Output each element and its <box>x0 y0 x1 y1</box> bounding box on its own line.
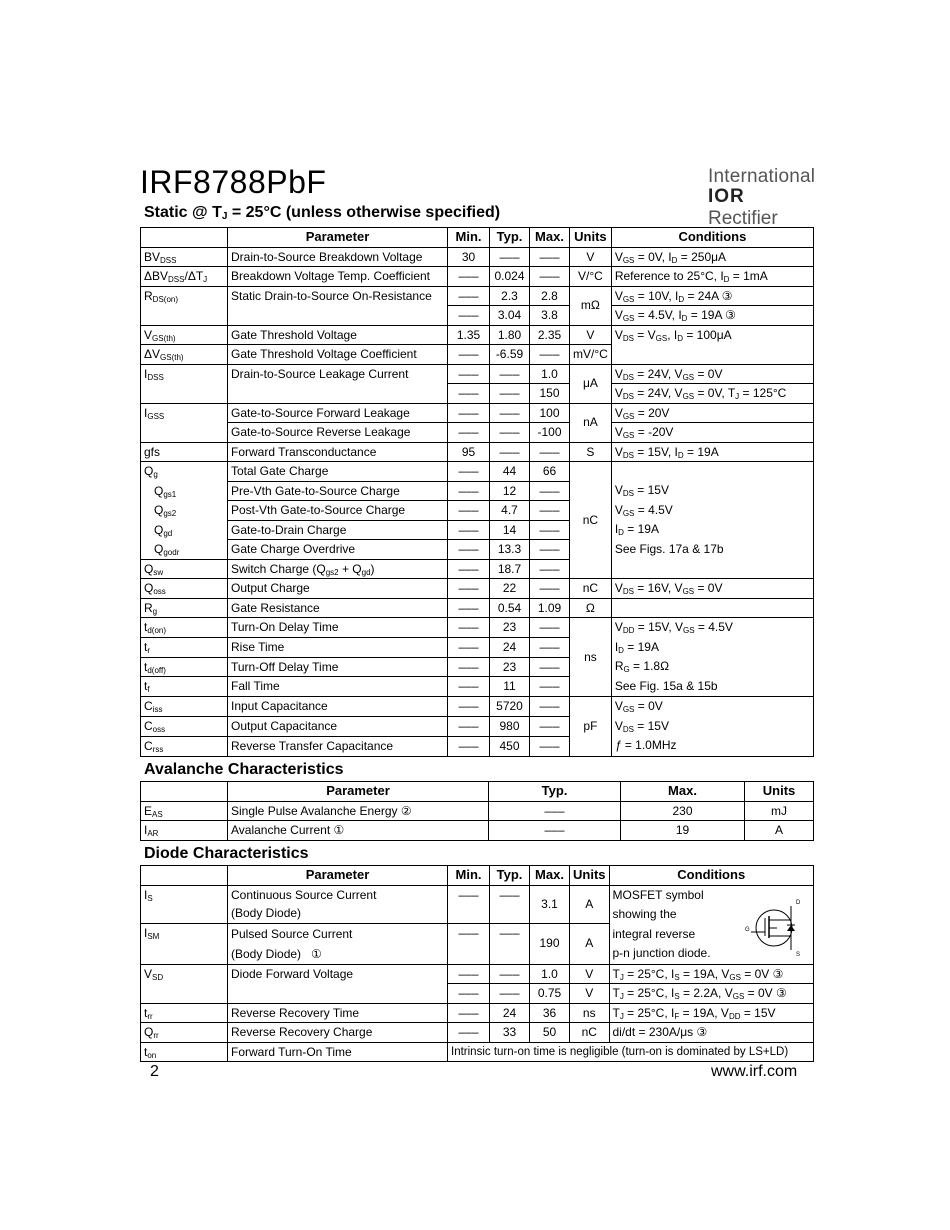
table-header-row: Parameter Min. Typ. Max. Units Conditions <box>141 228 814 248</box>
table-row: $Q_{sw}$ Switch Charge $(Q_{gs2} + Q_{gd})$ ––– 18.7 ––– <box>141 559 814 579</box>
table-row: $I_{SM}$ Pulsed Source Current ––– ––– 190 A <box>141 923 814 945</box>
table-row: $C_{oss}$ Output Capacitance ––– 980 ––– <box>141 716 814 736</box>
table-row: $I_{AR}$ Avalanche Current ① ––– 19 A <box>141 821 814 841</box>
table-row: $Q_g$ Total Gate Charge ––– 44 66 nC $V_{DS} = 15V$ $V_{GS} = 4.5V$ $I_D = 19A$ See Figs. 17a & 17b <box>141 462 814 482</box>
diode-table: Parameter Min. Typ. Max. Units Conditions $I_S$ Continuous Source Current ––– ––– 3.1 A MOSFET symbol showing the integral reverse p-n junction diode. D S G (Body Diode) $I_{SM}$ Pulsed Source Current ––– ––– 190 A (Body Diode) ① $V_{SD}$ Diode Forward Voltage ––– ––– 1.0 V $T_J = 25^\circ C$, $I_S = 19A$, $V_{GS} = 0V$ ③ ––– ––– 0.75 V $T_J = 25^\circ C$, $I_S = 2.2A$, $V_{GS} = 0V$ ③ $t_{rr}$ Reverse Recovery Time ––– 24 36 ns $T_J = 25^\circ C$, $I_F = 19A$, $V_{DD} = 15V$ $Q_{rr}$ Reverse Recovery Charge ––– 33 50 nC di/dt = 230A/μs ③ $t_{on}$ Forward Turn-On Time Intrinsic turn-on time is negligible (turn-on is dominated by LS+LD) <box>140 865 814 1062</box>
logo-line2 <box>708 186 818 230</box>
table-row: $C_{rss}$ Reverse Transfer Capacitance ––– 450 ––– <box>141 736 814 756</box>
logo-line1: International <box>708 166 816 187</box>
avalanche-section-title: Avalanche Characteristics <box>144 761 344 778</box>
table-row: ––– 3.04 3.8 $V_{GS} = 4.5V$, $I_D = 19A$ ③ <box>141 306 814 326</box>
static-section-title: Static @ $T_J = 25^\circ C$ (unless otherwise specified) <box>144 204 501 222</box>
part-number-title: IRF8788PbF <box>140 164 327 200</box>
table-row: $C_{iss}$ Input Capacitance ––– 5720 ––– pF $V_{GS} = 0V$ $V_{DS} = 15V$ ƒ = 1.0MHz <box>141 697 814 717</box>
mosfet-symbol-cell: MOSFET symbol showing the integral reverse p-n junction diode. D S G <box>609 885 814 964</box>
diode-section-title: Diode Characteristics <box>144 845 309 862</box>
table-row: $Q_{godr}$ Gate Charge Overdrive ––– 13.3 ––– <box>141 540 814 560</box>
svg-text:S: S <box>796 951 801 958</box>
table-row: $R_g$ Gate Resistance ––– 0.54 1.09 Ω <box>141 598 814 618</box>
table-row: ––– ––– 0.75 V $T_J = 25^\circ C$, $I_S = 2.2A$, $V_{GS} = 0V$ ③ <box>141 984 814 1004</box>
table-row: $V_{GS(th)}$ Gate Threshold Voltage 1.35 1.80 2.35 V $V_{DS} = V_{GS}$, $I_D = 100\mu A$ <box>141 325 814 345</box>
table-row: $E_{AS}$ Single Pulse Avalanche Energy ② ––– 230 mJ <box>141 801 814 821</box>
table-row: $t_{d(on)}$ Turn-On Delay Time ––– 23 ––– ns $V_{DD} = 15V$, $V_{GS} = 4.5V$ $I_D = 19A$ $R_G = 1.8\Omega$ See Fig. 15a & 15b <box>141 618 814 638</box>
table-row: $I_{GSS}$ Gate-to-Source Forward Leakage ––– ––– 100 nA $V_{GS} = 20V$ <box>141 403 814 423</box>
table-row: Gate-to-Source Reverse Leakage ––– ––– -100 $V_{GS} = -20V$ <box>141 423 814 443</box>
table-row: $R_{DS(on)}$ Static Drain-to-Source On-Resistance ––– 2.3 2.8 mΩ $V_{GS} = 10V$, $I_D = 24A$ ③ <box>141 286 814 306</box>
logo-brand: IOR <box>708 186 745 207</box>
table-row: $Q_{oss}$ Output Charge ––– 22 ––– nC $V_{DS} = 16V$, $V_{GS} = 0V$ <box>141 579 814 599</box>
table-row: $t_{rr}$ Reverse Recovery Time ––– 24 36 ns $T_J = 25^\circ C$, $I_F = 19A$, $V_{DD} = 15V$ <box>141 1003 814 1023</box>
avalanche-table: Parameter Typ. Max. Units $E_{AS}$ Single Pulse Avalanche Energy ② ––– 230 mJ $I_{AR}$ Avalanche Current ① ––– 19 A <box>140 781 814 841</box>
table-row: $Q_{rr}$ Reverse Recovery Charge ––– 33 50 nC di/dt = 230A/μs ③ <box>141 1023 814 1043</box>
mosfet-symbol-icon <box>743 896 805 958</box>
table-row: $Q_{gd}$ Gate-to-Drain Charge ––– 14 ––– <box>141 520 814 540</box>
table-row: $I_{DSS}$ Drain-to-Source Leakage Current ––– ––– 1.0 μA $V_{DS} = 24V$, $V_{GS} = 0V$ <box>141 364 814 384</box>
logo-rectifier: Rectifier <box>708 208 778 229</box>
table-row: $t_{on}$ Forward Turn-On Time Intrinsic turn-on time is negligible (turn-on is dominated by LS+LD) <box>141 1042 814 1062</box>
svg-text:G: G <box>745 926 750 933</box>
table-row: $I_S$ Continuous Source Current ––– ––– 3.1 A MOSFET symbol showing the integral reverse p-n junction diode. D S G <box>141 885 814 904</box>
table-row: (Body Diode) <box>141 904 814 923</box>
table-row: $\Delta V_{GS(th)}$ Gate Threshold Voltage Coefficient ––– -6.59 ––– mV/°C <box>141 345 814 365</box>
table-row: $t_{d(off)}$ Turn-Off Delay Time ––– 23 ––– <box>141 657 814 677</box>
table-row: (Body Diode) ① <box>141 945 814 964</box>
static-table <box>140 227 814 757</box>
table-row: $Q_{gs1}$ Pre-Vth Gate-to-Source Charge ––– 12 ––– <box>141 481 814 501</box>
footer-url[interactable]: www.irf.com <box>711 1063 798 1080</box>
table-row: gfs Forward Transconductance 95 ––– ––– S $V_{DS} = 15V$, $I_D = 19A$ <box>141 442 814 462</box>
table-row: $BV_{DSS}$ Drain-to-Source Breakdown Voltage 30 ––– ––– V $V_{GS} = 0V$, $I_D = 250\mu A$ <box>141 247 814 267</box>
col-parameter: Parameter <box>228 228 448 248</box>
page-number: 2 <box>150 1063 159 1080</box>
svg-text:D: D <box>796 899 801 906</box>
company-logo <box>708 166 818 230</box>
table-row: $V_{SD}$ Diode Forward Voltage ––– ––– 1.0 V $T_J = 25^\circ C$, $I_S = 19A$, $V_{GS} = 0V$ ③ <box>141 964 814 984</box>
table-row: $\Delta BV_{DSS}/\Delta T_J$ Breakdown Voltage Temp. Coefficient ––– 0.024 ––– V/°C Reference to 25°C, $I_D = 1mA$ <box>141 267 814 287</box>
table-row: $t_f$ Fall Time ––– 11 ––– <box>141 677 814 697</box>
table-row: $t_r$ Rise Time ––– 24 ––– <box>141 637 814 657</box>
table-row: $Q_{gs2}$ Post-Vth Gate-to-Source Charge ––– 4.7 ––– <box>141 501 814 521</box>
table-row: ––– ––– 150 $V_{DS} = 24V$, $V_{GS} = 0V$, $T_J = 125^\circ C$ <box>141 384 814 404</box>
